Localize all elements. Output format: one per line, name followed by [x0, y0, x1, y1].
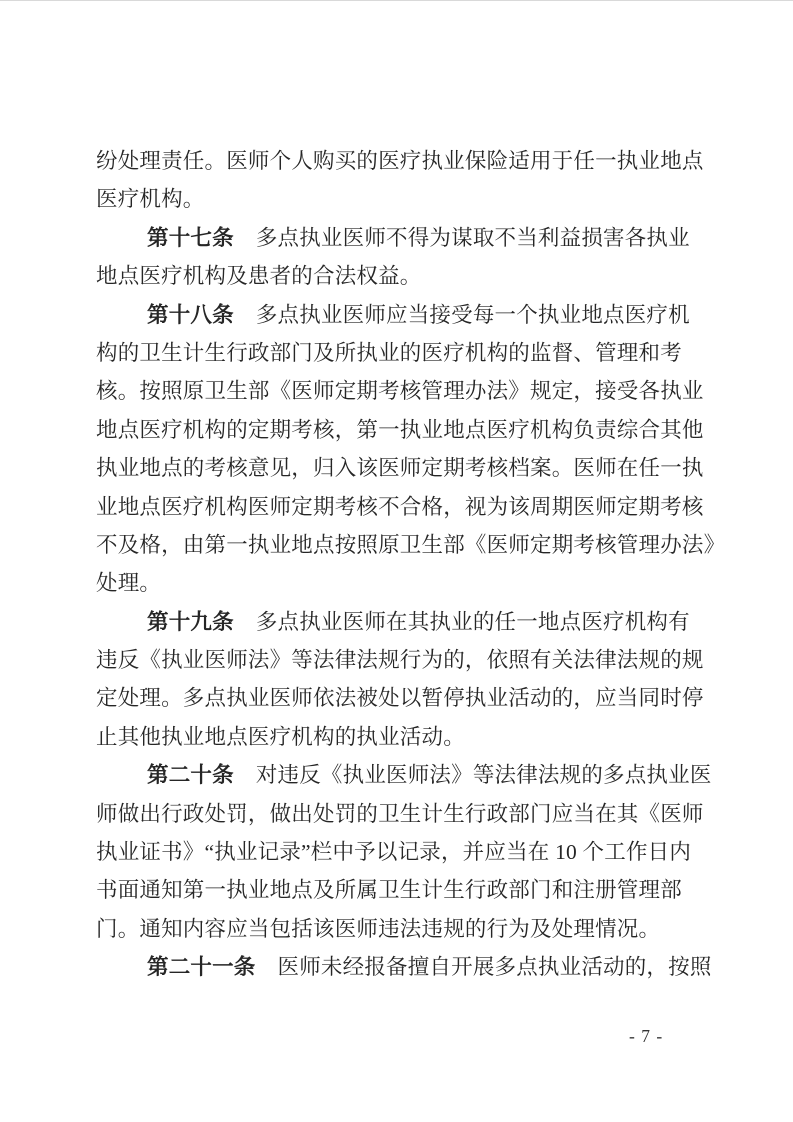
continuation-paragraph — [96, 142, 710, 219]
article-paragraph — [96, 603, 710, 757]
text-line — [96, 948, 710, 986]
article-number: 第二十条 — [147, 763, 234, 788]
text-line: 违反《执业医师法》等法律法规行为的，依照有关法律法规的规 — [96, 648, 704, 673]
text-line — [96, 219, 710, 257]
article-number: 第十九条 — [147, 609, 234, 634]
text-line: 处理。 — [96, 571, 162, 596]
text-line: 执业地点的考核意见，归入该医师定期考核档案。医师在任一执 — [96, 456, 704, 481]
text-line: 核。按照原卫生部《医师定期考核管理办法》规定，接受各执业 — [96, 379, 704, 404]
page-number: - 7 - — [629, 1026, 664, 1046]
text-line — [96, 296, 710, 334]
line-text: 对违反《执业医师法》等法律法规的多点执业医 — [255, 763, 712, 788]
text-line: 业地点医疗机构医师定期考核不合格，视为该周期医师定期考核 — [96, 494, 704, 519]
article-paragraph — [96, 756, 710, 948]
text-line: 止其他执业地点医疗机构的执业活动。 — [96, 724, 465, 749]
article-paragraph — [96, 948, 710, 986]
text-line: 师做出行政处罚，做出处罚的卫生计生行政部门应当在其《医师 — [96, 801, 704, 826]
article-paragraph — [96, 296, 726, 603]
article-number: 第二十一条 — [147, 955, 256, 980]
document-body — [96, 142, 726, 987]
scan-edge-artifact — [0, 0, 793, 1]
line-text: 多点执业医师在其执业的任一地点医疗机构有 — [255, 609, 690, 634]
text-line: 纷处理责任。医师个人购买的医疗执业保险适用于任一执业地点 — [96, 149, 704, 173]
text-line: 书面通知第一执业地点及所属卫生计生行政部门和注册管理部 — [96, 878, 682, 903]
article-number: 第十七条 — [147, 225, 234, 250]
text-line: 构的卫生计生行政部门及所执业的医疗机构的监督、管理和考 — [96, 340, 682, 365]
text-line: 地点医疗机构的定期考核，第一执业地点医疗机构负责综合其他 — [96, 417, 704, 442]
text-line — [96, 603, 710, 641]
text-line: 医疗机构。 — [96, 187, 205, 212]
article-number: 第十八条 — [147, 302, 234, 327]
text-line: 不及格，由第一执业地点按照原卫生部《医师定期考核管理办法》 — [96, 532, 726, 557]
text-line — [96, 756, 710, 794]
text-line: 定处理。多点执业医师依法被处以暂停执业活动的，应当同时停 — [96, 686, 704, 711]
line-text: 多点执业医师应当接受每一个执业地点医疗机 — [255, 302, 690, 327]
line-text: 多点执业医师不得为谋取不当利益损害各执业 — [255, 225, 690, 250]
text-line: 门。通知内容应当包括该医师违法违规的行为及处理情况。 — [96, 916, 661, 941]
text-line: 执业证书》“执业记录”栏中予以记录，并应当在 10 个工作日内 — [96, 840, 692, 865]
text-line: 地点医疗机构及患者的合法权益。 — [96, 264, 422, 289]
line-text: 医师未经报备擅自开展多点执业活动的，按照 — [277, 955, 712, 980]
article-paragraph — [96, 219, 710, 296]
